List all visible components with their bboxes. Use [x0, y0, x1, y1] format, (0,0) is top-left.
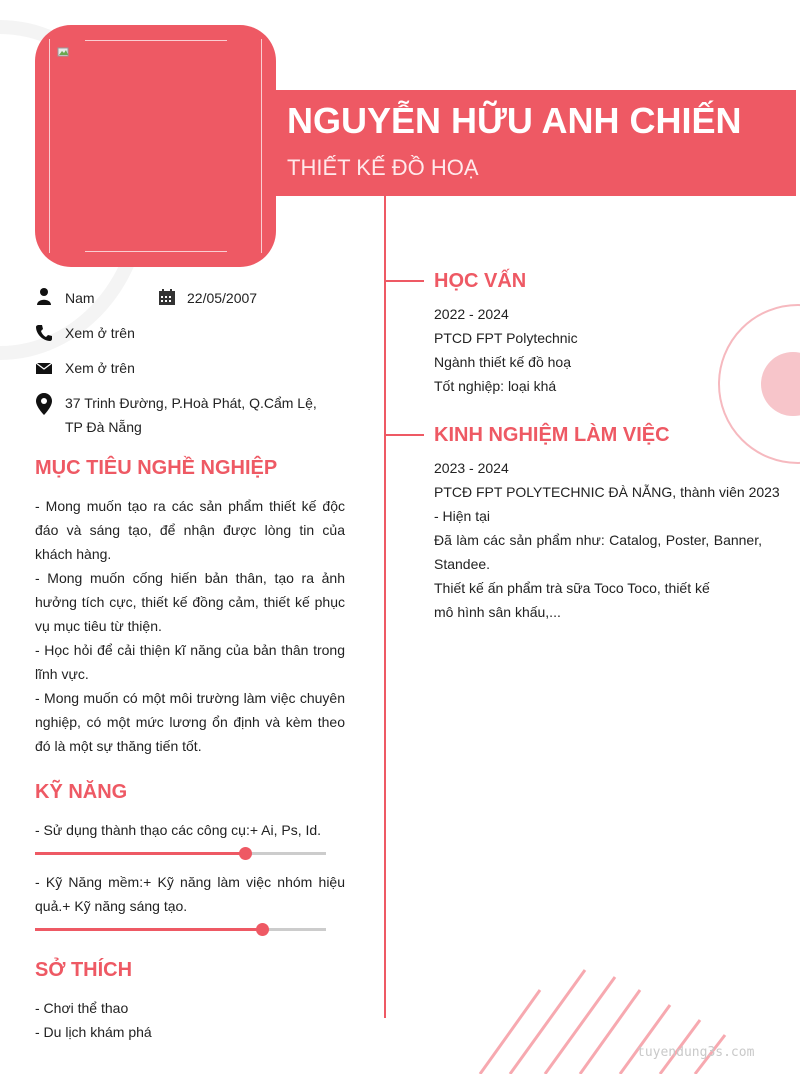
- skills-heading: KỸ NĂNG: [35, 781, 128, 803]
- skill-level-bar: [35, 928, 326, 931]
- calendar-icon: [158, 288, 176, 306]
- experience-period: 2023 - 2024: [434, 460, 509, 476]
- experience-role: - Hiện tại: [434, 508, 491, 524]
- hobbies-heading: SỞ THÍCH: [35, 959, 133, 981]
- gender-value: Nam: [65, 290, 95, 306]
- skill-level-knob: [256, 923, 269, 936]
- education-heading: HỌC VẤN: [434, 270, 527, 292]
- experience-description: Thiết kế ấn phẩm trà sữa Toco Toco, thiết kế: [434, 580, 710, 596]
- timeline-connector: [386, 434, 424, 436]
- watermark: tuyendung3s.com: [637, 1045, 755, 1060]
- profile-photo: [35, 25, 276, 267]
- experience-heading: KINH NGHIỆM LÀM VIỆC: [434, 424, 670, 446]
- skill-level-bar: [35, 852, 326, 855]
- location-pin-icon: [35, 392, 53, 416]
- hobby-item: - Chơi thể thao: [35, 1000, 129, 1016]
- skill-level-fill: [35, 928, 262, 931]
- mail-icon: [35, 359, 53, 377]
- address-line2: TP Đà Nẵng: [65, 419, 142, 435]
- experience-description: Đã làm các sản phẩm như: Catalog, Poster, Banner, Standee.: [434, 532, 762, 572]
- objective-item: - Học hỏi để cải thiện kĩ năng của bản thân trong lĩnh vực.: [35, 642, 345, 682]
- objective-item: - Mong muốn tạo ra các sản phẩm thiết kế độc đáo và sáng tạo, để nhận được lòng tin của khách hàng.: [35, 498, 345, 562]
- skill-level-fill: [35, 852, 245, 855]
- education-major: Ngành thiết kế đồ hoạ: [434, 354, 571, 370]
- education-period: 2022 - 2024: [434, 306, 509, 322]
- phone-value: Xem ở trên: [65, 325, 135, 341]
- skill-level-knob: [239, 847, 252, 860]
- user-icon: [35, 287, 53, 305]
- broken-image-icon: [57, 45, 71, 59]
- experience-company: PTCĐ FPT POLYTECHNIC ĐÀ NẴNG, thành viên 2023: [434, 484, 780, 500]
- skill-item: - Sử dụng thành thạo các công cụ:+ Ai, Ps, Id.: [35, 822, 322, 838]
- skill-item: - Kỹ Năng mềm:+ Kỹ năng làm việc nhóm hiệu quả.+ Kỹ năng sáng tạo.: [35, 874, 345, 914]
- objective-heading: MỤC TIÊU NGHỀ NGHIỆP: [35, 457, 278, 479]
- birthday-value: 22/05/2007: [187, 290, 258, 306]
- experience-description: mô hình sân khấu,...: [434, 604, 561, 620]
- objective-item: - Mong muốn có một môi trường làm việc chuyên nghiệp, có một mức lương ổn định và kèm theo đó là một sự thăng tiến tốt.: [35, 690, 345, 754]
- education-result: Tốt nghiệp: loại khá: [434, 378, 557, 394]
- timeline-connector: [386, 280, 424, 282]
- phone-icon: [35, 324, 53, 342]
- timeline-line: [384, 196, 386, 1018]
- candidate-name: NGUYỄN HỮU ANH CHIẾN: [287, 100, 742, 141]
- education-school: PTCD FPT Polytechnic: [434, 330, 578, 346]
- hobby-item: - Du lịch khám phá: [35, 1024, 152, 1040]
- objective-item: - Mong muốn cống hiến bản thân, tạo ra ảnh hưởng tích cực, thiết kế đồng cảm, thiết kế phục vụ mục tiêu từ thiện.: [35, 570, 345, 634]
- email-value: Xem ở trên: [65, 360, 135, 376]
- address-line1: 37 Trinh Đường, P.Hoà Phát, Q.Cẩm Lệ,: [65, 395, 317, 411]
- job-title: THIẾT KẾ ĐỒ HOẠ: [287, 155, 479, 180]
